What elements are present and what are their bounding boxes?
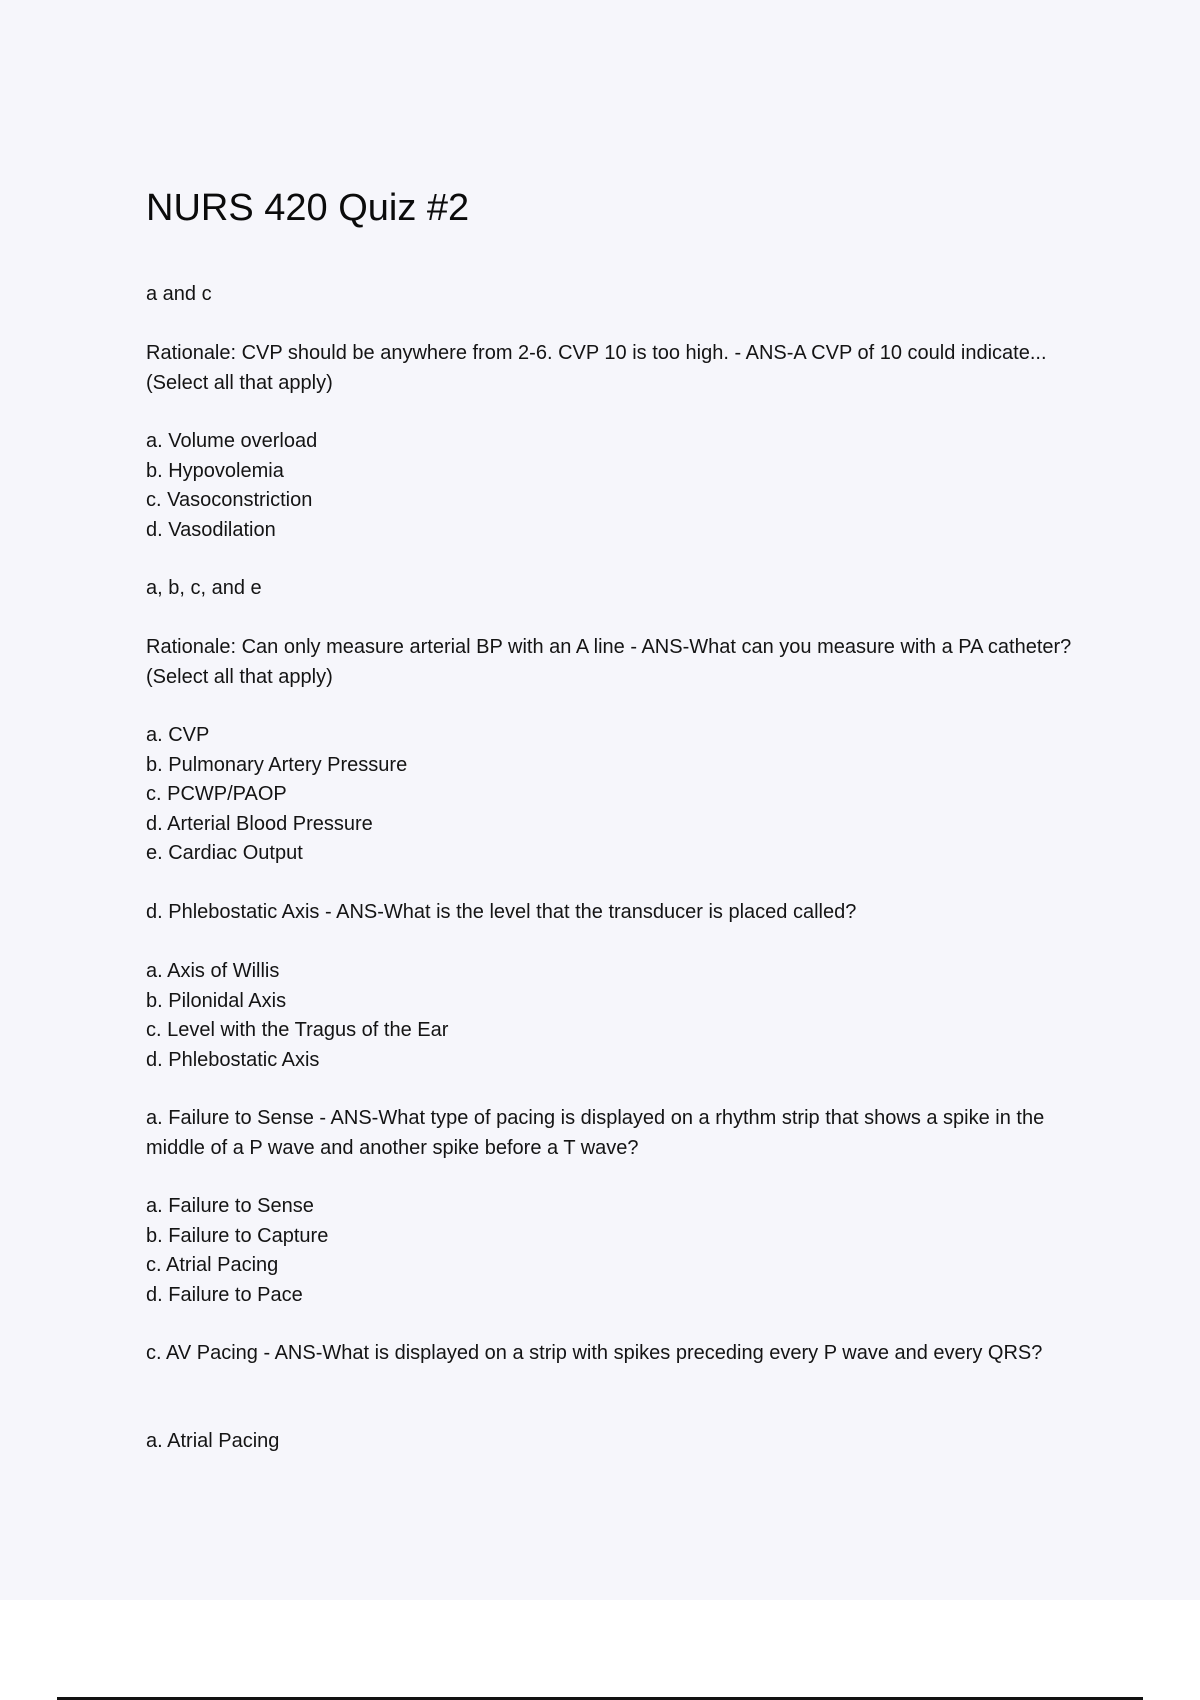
option-item: a. Failure to Sense [146,1195,314,1217]
option-item: a. Axis of Willis [146,960,280,982]
question-text: a. Failure to Sense - ANS-What type of pacing is displayed on a rhythm strip that shows a spike in the middle of a P wave and another spike before a T wave? [146,1107,1045,1159]
option-item: d. Failure to Pace [146,1283,303,1306]
option-item: b. Pulmonary Artery Pressure [146,753,408,776]
question-text: d. Phlebostatic Axis - ANS-What is the level that the transducer is placed called? [146,901,857,923]
question-text: Rationale: CVP should be anywhere from 2-6. CVP 10 is too high. - ANS-A CVP of 10 could indicate... (Select all that apply) [146,342,1047,394]
option-item: a. Volume overload [146,430,318,452]
option-item: e. Cardiac Output [146,842,303,864]
option-item: d. Vasodilation [146,518,276,541]
answer-text: a and c [146,283,212,305]
option-item: c. PCWP/PAOP [146,783,287,805]
option-item: a. CVP [146,724,210,746]
question-text: Rationale: Can only measure arterial BP with an A line - ANS-What can you measure with a PA catheter? (Select all that apply) [146,636,1072,688]
option-item: d. Phlebostatic Axis [146,1048,320,1071]
option-item: b. Pilonidal Axis [146,989,287,1012]
option-item: b. Hypovolemia [146,459,284,482]
option-item: d. Arterial Blood Pressure [146,812,373,835]
document-title: NURS 420 Quiz #2 [146,187,470,229]
question-text: c. AV Pacing - ANS-What is displayed on a strip with spikes preceding every P wave and every QRS? [146,1342,1043,1364]
option-item: c. Vasoconstriction [146,489,313,511]
option-item: b. Failure to Capture [146,1224,329,1247]
answer-text: a, b, c, and e [146,577,262,599]
option-item: c. Atrial Pacing [146,1254,279,1276]
option-item: a. Atrial Pacing [146,1430,280,1452]
option-item: c. Level with the Tragus of the Ear [146,1019,449,1041]
